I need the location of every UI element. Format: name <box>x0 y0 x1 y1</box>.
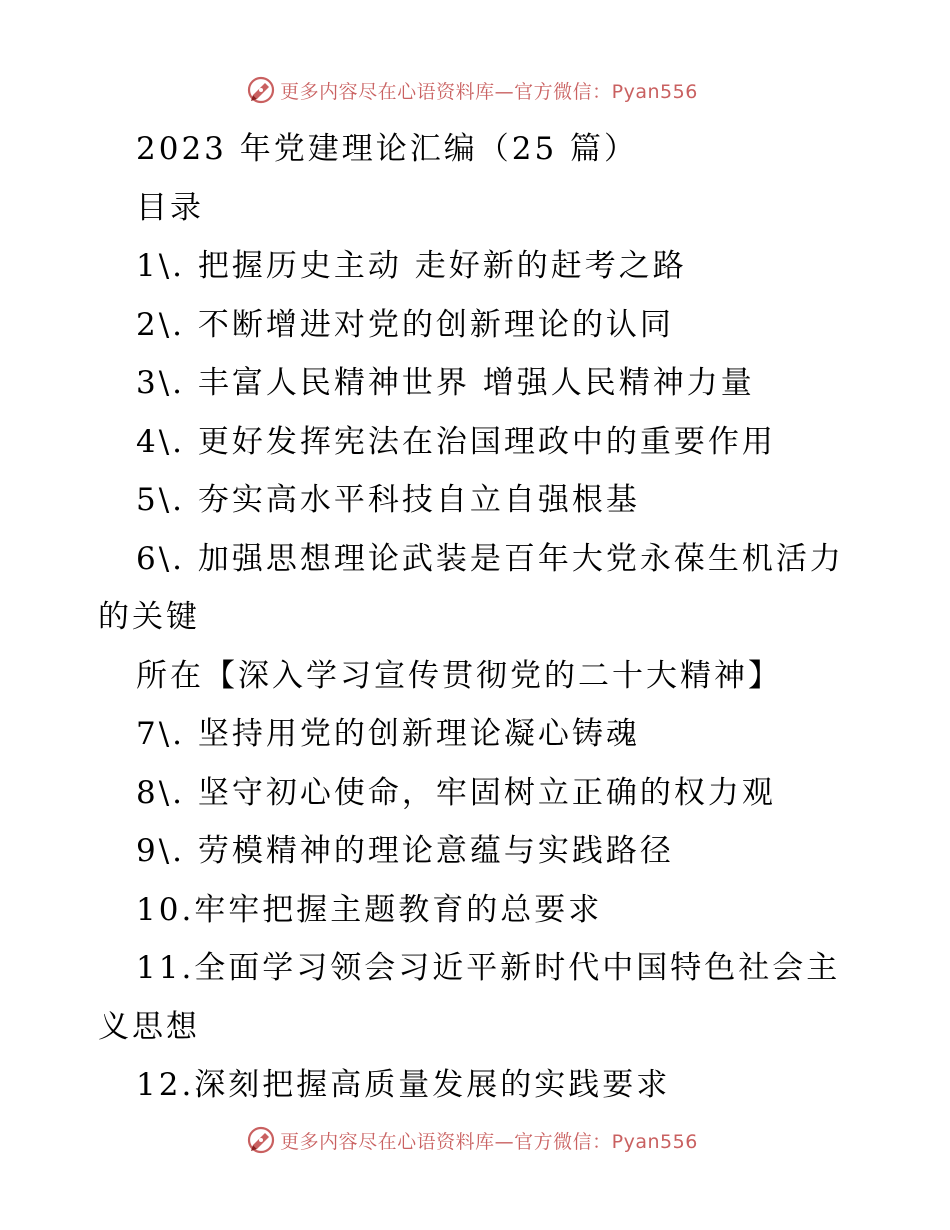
document-line: 的关键 <box>98 599 200 635</box>
pen-circle-logo-icon <box>246 75 276 105</box>
watermark-footer <box>0 1122 950 1158</box>
watermark-header <box>0 72 950 108</box>
document-line: 5\. 夯实高水平科技自立自强根基 <box>136 482 640 518</box>
document-line: 2\. 不断增进对党的创新理论的认同 <box>136 306 674 343</box>
document-line: 6\. 加强思想理论武装是百年大党永葆生机活力 <box>136 540 844 577</box>
document-line: 3\. 丰富人民精神世界 增强人民精神力量 <box>136 365 755 401</box>
document-line: 11.全面学习领会习近平新时代中国特色社会主 <box>136 950 841 986</box>
document-line: 8\. 坚守初心使命，牢固树立正确的权力观 <box>136 774 776 811</box>
document-line: 10.牢牢把握主题教育的总要求 <box>136 891 603 928</box>
watermark-text: 更多内容尽在心语资料库—官方微信：Pyan556 <box>280 80 698 103</box>
document-line: 9\. 劳模精神的理论意蕴与实践路径 <box>136 833 674 869</box>
document-body <box>98 120 858 1115</box>
watermark-text: 更多内容尽在心语资料库—官方微信：Pyan556 <box>280 1130 698 1153</box>
document-line: 目录 <box>136 189 204 226</box>
document-line: 1\. 把握历史主动 走好新的赶考之路 <box>136 248 687 284</box>
document-line: 7\. 坚持用党的创新理论凝心铸魂 <box>136 716 640 752</box>
document-line: 4\. 更好发挥宪法在治国理政中的重要作用 <box>136 423 776 460</box>
document-line: 所在【深入学习宣传贯彻党的二十大精神】 <box>136 657 782 694</box>
pen-circle-logo-icon <box>246 1125 276 1155</box>
document-line: 12.深刻把握高质量发展的实践要求 <box>136 1067 671 1103</box>
document-line: 2023 年党建理论汇编（25 篇） <box>136 131 639 167</box>
document-line: 义思想 <box>98 1008 200 1045</box>
